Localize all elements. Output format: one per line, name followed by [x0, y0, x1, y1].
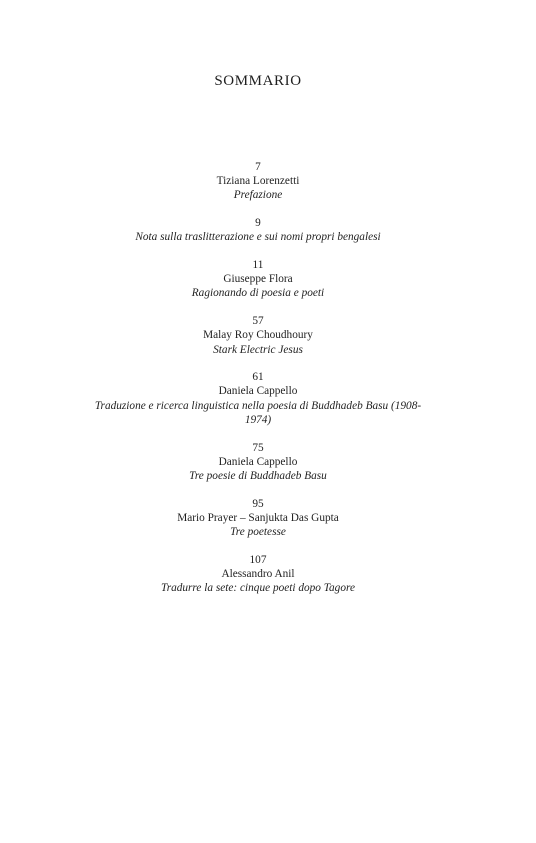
toc-page-number: 9	[255, 217, 261, 230]
toc-entry	[0, 160, 516, 203]
table-of-contents	[0, 160, 516, 609]
toc-title: Prefazione	[233, 189, 283, 202]
toc-entry	[0, 216, 516, 244]
toc-page-number: 107	[249, 553, 267, 566]
toc-author: Daniela Cappello	[218, 385, 298, 398]
toc-entry	[0, 553, 516, 596]
toc-author: Alessandro Anil	[221, 567, 295, 580]
toc-entry	[0, 441, 516, 484]
toc-page-number: 11	[252, 259, 264, 272]
toc-title: Nota sulla traslitterazione e sui nomi propri bengalesi	[135, 231, 381, 244]
toc-author: Daniela Cappello	[218, 455, 298, 468]
toc-entry	[0, 370, 516, 427]
toc-title: Stark Electric Jesus	[213, 343, 303, 356]
toc-entry	[0, 314, 516, 357]
toc-author: Tiziana Lorenzetti	[216, 175, 300, 188]
toc-title: Traduzione e ricerca linguistica nella poesia di Buddhadeb Basu (1908-1974)	[94, 399, 422, 426]
toc-title: Ragionando di poesia e poeti	[191, 287, 325, 300]
toc-page-number: 7	[255, 161, 261, 173]
toc-page-number: 61	[252, 371, 264, 384]
toc-author: Giuseppe Flora	[223, 273, 293, 286]
toc-page-number: 57	[252, 315, 264, 328]
page-title: SOMMARIO	[214, 73, 302, 89]
toc-entry	[0, 497, 516, 540]
toc-author: Mario Prayer – Sanjukta Das Gupta	[177, 511, 339, 524]
toc-entry	[0, 258, 516, 301]
toc-page-number: 95	[252, 497, 264, 510]
toc-page-number: 75	[252, 441, 264, 454]
toc-author: Malay Roy Choudhoury	[203, 329, 313, 342]
toc-title: Tradurre la sete: cinque poeti dopo Tagore	[161, 582, 355, 595]
toc-title: Tre poesie di Buddhadeb Basu	[189, 469, 327, 482]
toc-title: Tre poetesse	[230, 526, 286, 539]
